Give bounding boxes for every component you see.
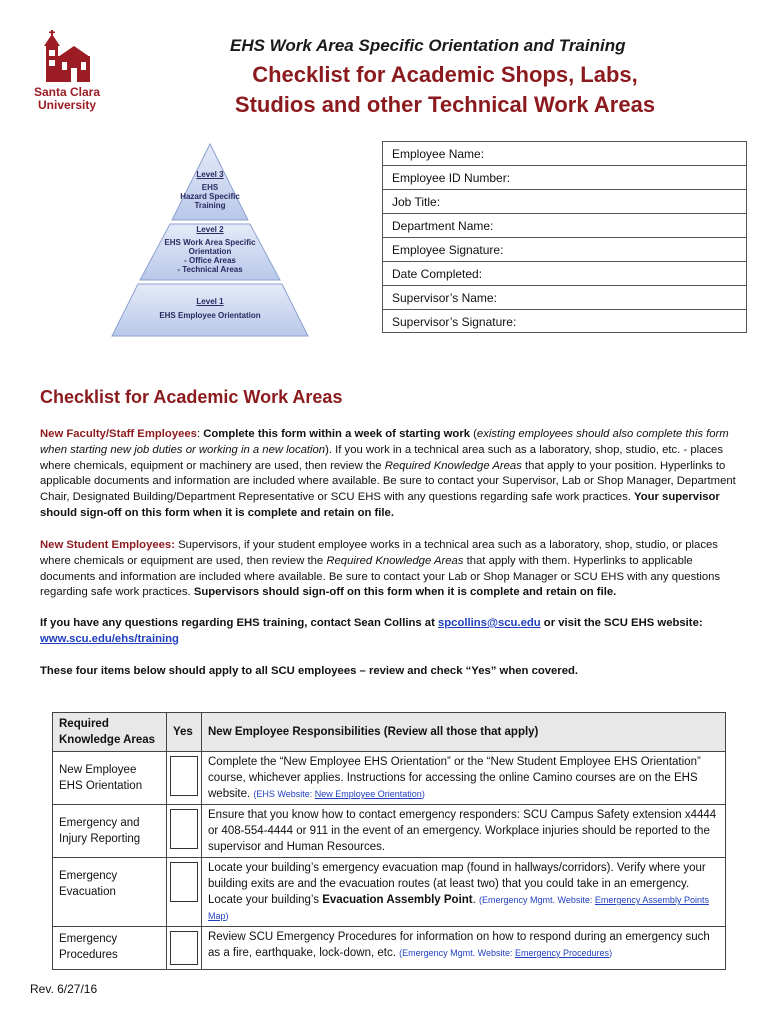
area-line-1: Emergency and [59, 817, 140, 829]
title-line-2: Studios and other Technical Work Areas [234, 92, 656, 117]
yes-cell [167, 927, 202, 970]
header-areas-line-2: Knowledge Areas [59, 734, 156, 746]
yes-checkbox[interactable] [170, 756, 198, 796]
mission-church-icon [40, 30, 94, 84]
area-cell [53, 858, 167, 927]
header-yes: Yes [167, 713, 202, 752]
header-responsibilities: New Employee Responsibilities (Review all those that apply) [202, 713, 726, 752]
responsibility-text: Complete the “New Employee EHS Orientation” or the “New Student Employee EHS Orientation” course, whichever applies. Instructions for accessing the online Camino courses are on the EHS website. [208, 756, 701, 800]
employee-name-field[interactable]: Employee Name: [383, 142, 746, 166]
employee-id-field[interactable]: Employee ID Number: [383, 166, 746, 190]
ehs-website-link[interactable]: www.scu.edu/ehs/training [40, 632, 179, 645]
yes-checkbox[interactable] [170, 809, 198, 849]
area-line-2: EHS Orientation [59, 780, 143, 792]
faculty-text-2: that apply to your position. Hyperlinks to applicable documents and information are included where available. Be sure to contact your Supervisor, Lab or Shop Manager, Department Chair, Designated Building/Department Representative or SCU EHS with any questions regarding safe work practices. [40, 459, 736, 504]
four-items-note: These four items below should apply to all SCU employees – review and check “Yes” when covered. [40, 665, 579, 677]
area-line-2: Procedures [59, 949, 118, 961]
faculty-text-1: . If you work in a technical area such as a laboratory, shop, studio, etc. - places where chemicals, equipment or machinery are used, then review the [40, 443, 723, 472]
assembly-points-map-link[interactable]: Emergency Assembly Points Map [208, 895, 709, 921]
responsibility-text: Review SCU Emergency Procedures for information on how to respond during an emergency such as a fire, earthquake, lock-down, etc. [208, 931, 710, 959]
yes-cell [167, 805, 202, 858]
faculty-bold-2: Your supervisor should sign-off on this form when it is complete and retain on file. [40, 491, 720, 519]
student-lead: New Student Employees: [40, 539, 175, 551]
link-label: (Emergency Mgmt. Website: [399, 948, 516, 958]
student-italic-1: Required Knowledge Areas [326, 554, 464, 567]
link-label: (EHS Website: [253, 789, 315, 799]
student-bold-1: Supervisors should sign-off on this form when it is complete and retain on file. [193, 586, 617, 599]
area-cell [53, 927, 167, 970]
new-employee-orientation-link[interactable]: New Employee Orientation [314, 789, 422, 799]
document-title [210, 60, 680, 120]
student-instructions [40, 538, 740, 601]
yes-cell [167, 858, 202, 927]
responsibility-text-end: . [472, 894, 480, 906]
area-line-1: Emergency [59, 870, 118, 882]
header-knowledge-areas [53, 713, 167, 752]
responsibility-cell [202, 752, 726, 805]
faculty-italic-2: Required Knowledge Areas [384, 459, 522, 472]
table-row [53, 927, 726, 970]
logo-line-1: Santa Clara [33, 85, 101, 99]
revision-date: Rev. 6/27/16 [30, 982, 98, 996]
job-title-field[interactable]: Job Title: [383, 190, 746, 214]
supervisor-name-field[interactable]: Supervisor’s Name: [383, 286, 746, 310]
student-text-1: Supervisors, if your student employee works in a technical area such as a laboratory, shop, studio, or places where chemicals or equipment are used, then review the [40, 539, 718, 567]
level-3-label: Level 3 [196, 170, 224, 179]
student-text-2: that apply with them. Hyperlinks to applicable documents and information are included where available. Be sure to contact your Lab or Shop Manager or SCU EHS with any questions regarding safe work practices. [40, 554, 721, 599]
faculty-instructions: New Faculty/Staff Employees: Complete this form within a week of starting work (existing employees should also complete this form when starting new job duties or working in a new location). If you work in a technical area such as a laboratory, shop, studio, etc. - places where chemicals, equipment or machinery are used, then review the Required Knowledge Areas that apply to your position. Hyperlinks to applicable documents and information are included where available. Be sure to contact your Supervisor, Lab or Shop Manager, Department Chair, Designated Building/Department Representative or SCU EHS with any questions regarding safe work practices. Your supervisor should sign-off on this form when it is complete and retain on file. [40, 428, 736, 519]
contact-text-1: If you have any questions regarding EHS training, contact Sean Collins at [40, 617, 438, 629]
contact-email-link[interactable]: spcollins@scu.edu [437, 617, 541, 629]
pyramid-level-1 [110, 297, 310, 320]
link-end: ) [225, 911, 229, 921]
level-1-label: Level 1 [196, 297, 224, 306]
area-cell [53, 752, 167, 805]
section-title: Checklist for Academic Work Areas [40, 387, 343, 407]
yes-checkbox[interactable] [170, 931, 198, 965]
supervisor-signature-field[interactable]: Supervisor’s Signature: [392, 315, 517, 329]
header-areas-line-1: Required [59, 718, 109, 730]
level-3-text-3: Training [194, 201, 226, 210]
faculty-lead: New Faculty/Staff Employees [40, 428, 197, 440]
table-header-row [53, 713, 726, 752]
level-2-text-4: - Technical Areas [177, 265, 243, 274]
level-2-label: Level 2 [196, 225, 224, 234]
table-row [53, 752, 726, 805]
link-end: ) [421, 789, 425, 799]
contact-info [40, 616, 740, 648]
date-completed-field[interactable]: Date Completed: [383, 262, 746, 286]
pyramid-level-2 [110, 225, 310, 274]
logo-line-2: University [37, 98, 97, 112]
yes-checkbox[interactable] [170, 862, 198, 902]
level-1-text-1: EHS Employee Orientation [159, 311, 261, 320]
responsibility-cell [202, 858, 726, 927]
responsibility-cell [202, 927, 726, 970]
responsibility-cell: Ensure that you know how to contact emergency responders: SCU Campus Safety extension x4444 or 408-554-4444 or 911 in the event of an emergency. Workplace injuries should be reported to the supervisor and Human Resources. [202, 805, 726, 858]
pyramid-level-3 [110, 170, 310, 210]
logo-wordmark [32, 86, 102, 112]
yes-cell [167, 752, 202, 805]
level-3-text-1: EHS [201, 183, 219, 192]
contact-text-2: or visit the SCU EHS website: [540, 617, 703, 629]
employee-info-form [382, 141, 747, 333]
table-row [53, 858, 726, 927]
area-line-2: Evacuation [59, 886, 116, 898]
link-label: (Emergency Mgmt. Website: [479, 895, 595, 905]
assembly-point-bold: Evacuation Assembly Point [322, 894, 473, 906]
table-row [53, 805, 726, 858]
level-2-text-3: - Office Areas [184, 256, 236, 265]
level-2-text-2: Orientation [188, 247, 232, 256]
title-line-1: Checklist for Academic Shops, Labs, [252, 62, 638, 87]
area-line-1: Emergency [59, 933, 118, 945]
faculty-italic-1: existing employees should also complete this form when starting new job duties or working in a new location [40, 428, 729, 456]
faculty-bold-1: Complete this form within a week of starting work [203, 428, 471, 440]
employee-signature-field[interactable]: Employee Signature: [383, 238, 746, 262]
link-end: ) [609, 948, 613, 958]
department-name-field[interactable]: Department Name: [383, 214, 746, 238]
level-3-text-2: Hazard Specific [180, 192, 240, 201]
training-pyramid [110, 140, 310, 340]
area-line-1: New Employee [59, 764, 137, 776]
area-line-2: Injury Reporting [59, 833, 141, 845]
level-2-text-1: EHS Work Area Specific [164, 238, 256, 247]
knowledge-areas-table [52, 712, 726, 970]
emergency-procedures-link[interactable]: Emergency Procedures [515, 948, 610, 958]
scu-logo [32, 30, 102, 120]
responsibility-text: Locate your building’s emergency evacuation map (found in hallways/corridors). Verify where your building exits are and the evacuation routes (at least two) that you could take in an emergency. Locate your building’s [208, 862, 706, 906]
document-subtitle: EHS Work Area Specific Orientation and Training [230, 36, 626, 55]
area-cell [53, 805, 167, 858]
